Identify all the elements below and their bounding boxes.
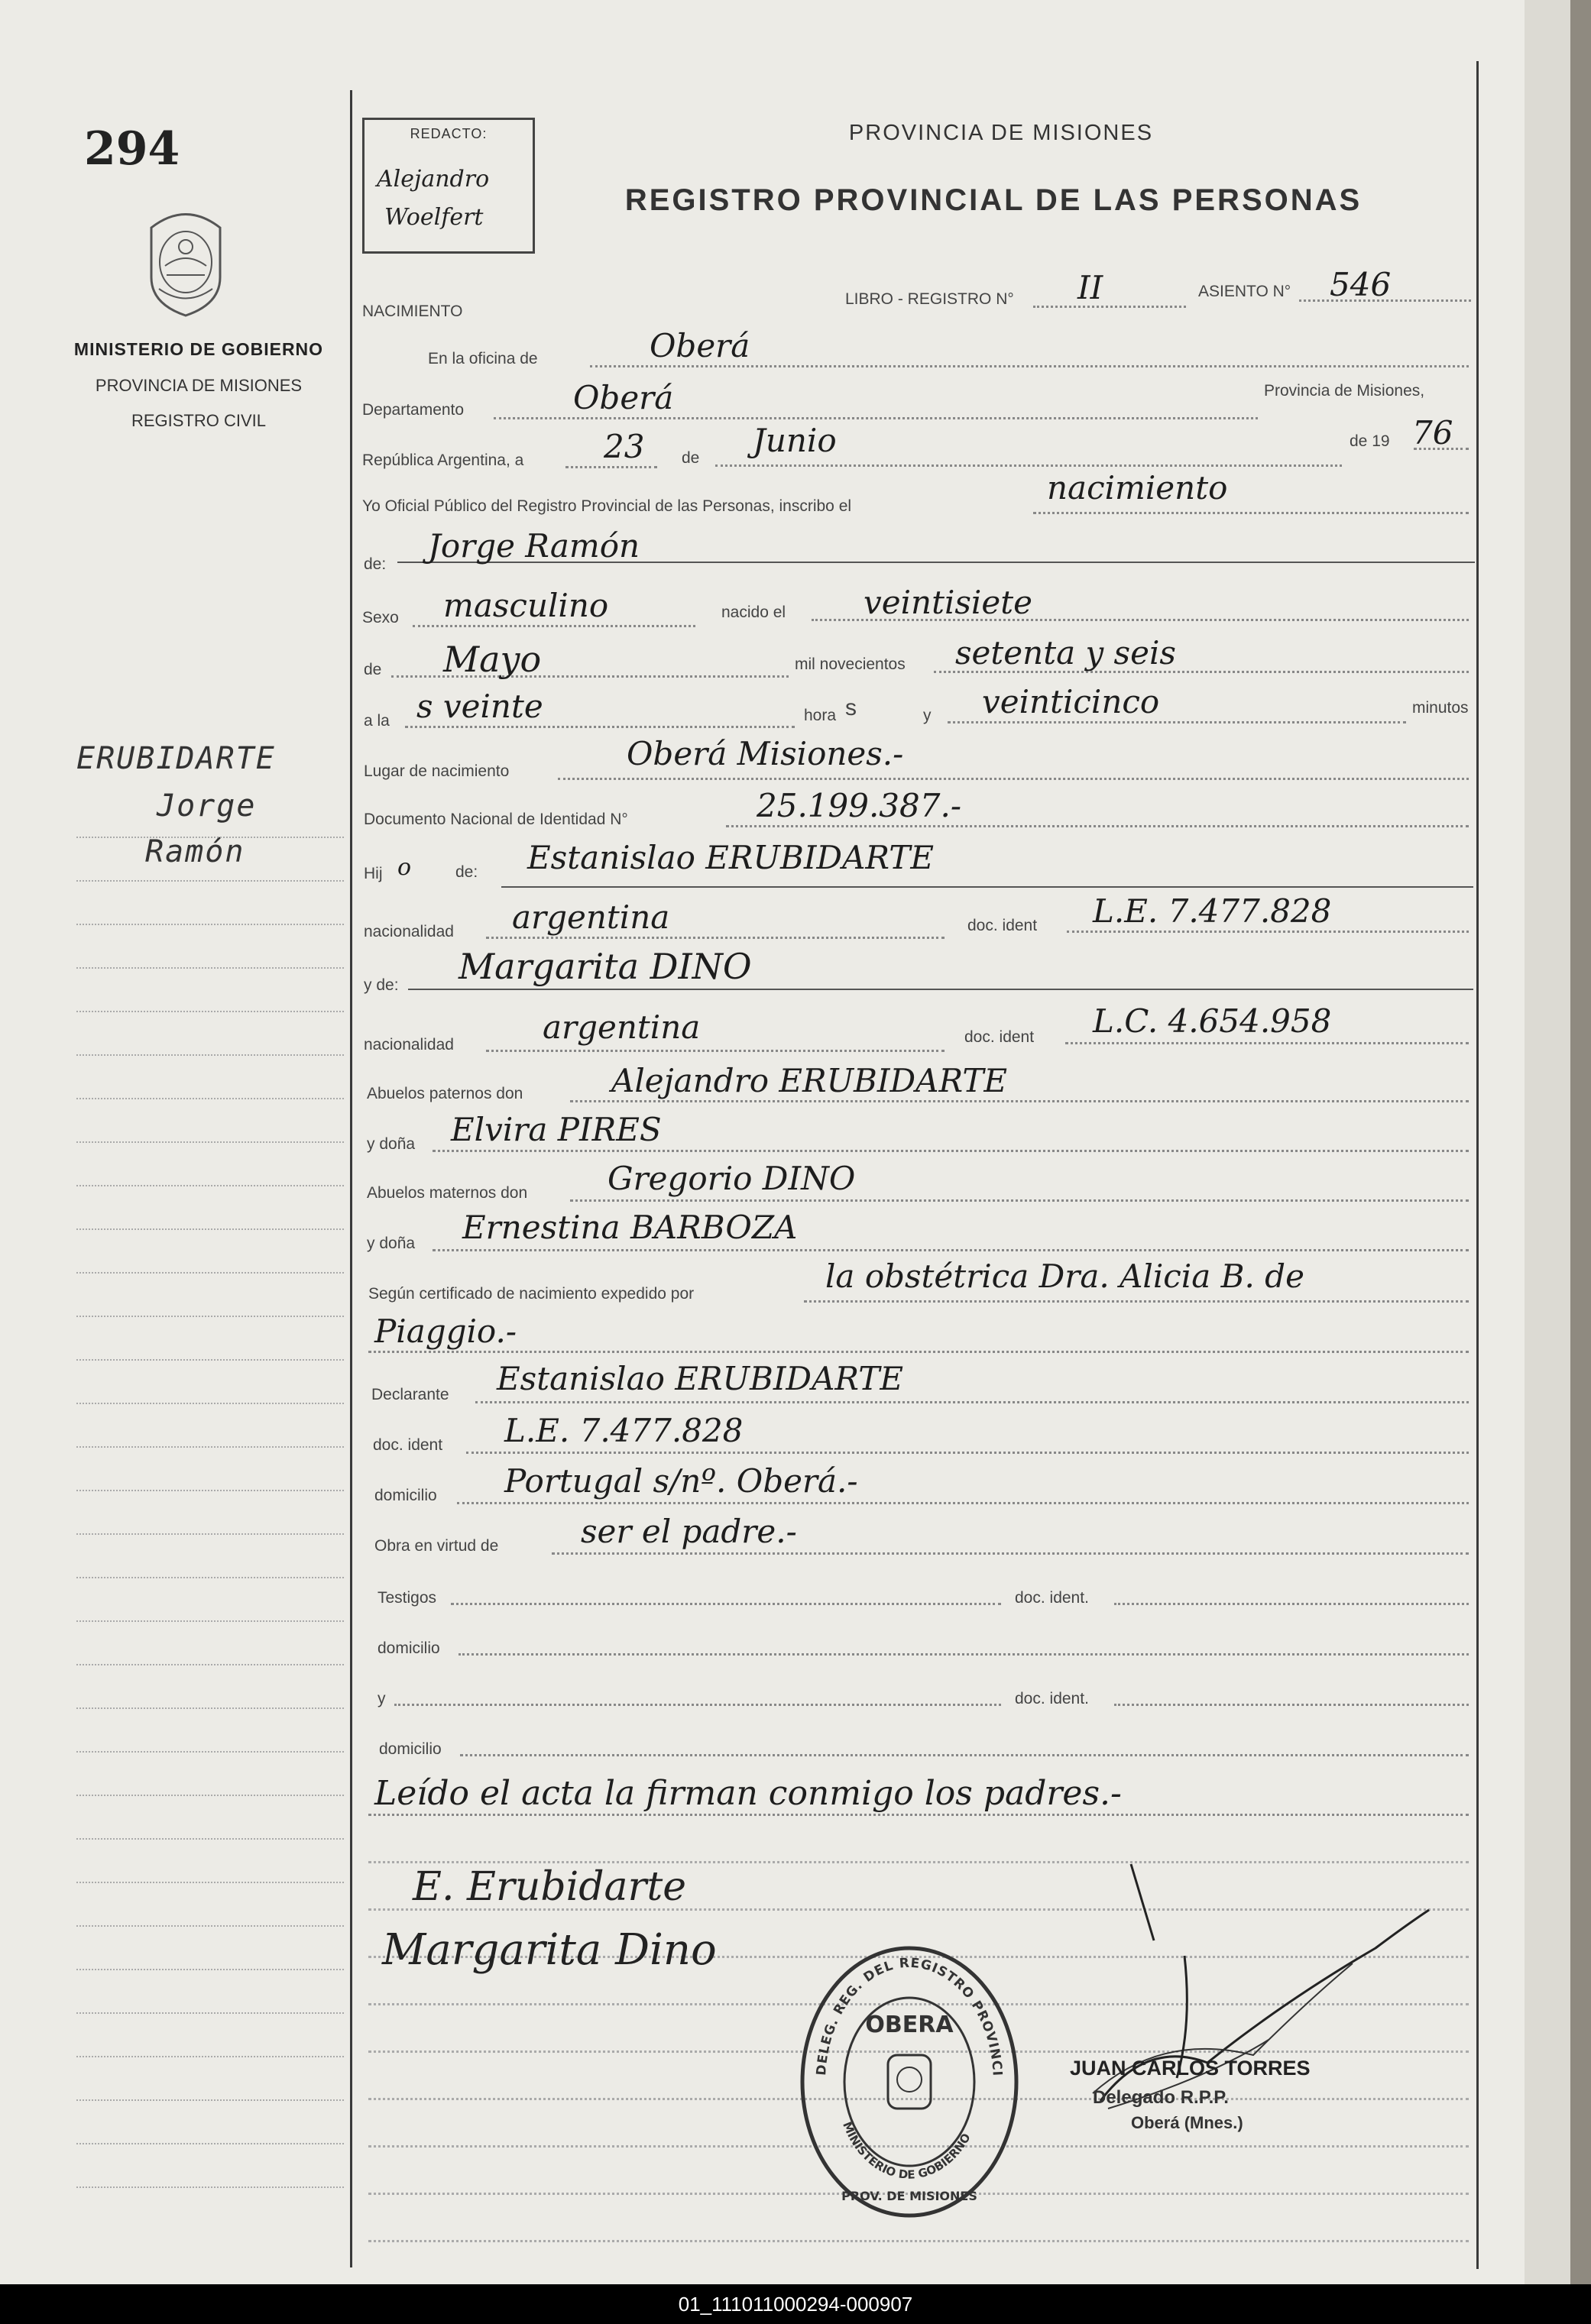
- oficina-value: Oberá: [650, 327, 750, 364]
- ministry-title: MINISTERIO DE GOBIERNO: [73, 339, 324, 359]
- margin-ruled-lines: [76, 795, 344, 2188]
- hijo-de-label: de:: [455, 863, 478, 881]
- folio-number: 294: [84, 122, 180, 176]
- official-seal: [795, 1940, 1024, 2227]
- oficial-label: Yo Oficial Público del Registro Provincial de las Personas, inscribo el: [362, 497, 852, 515]
- minutos-label: minutos: [1412, 699, 1469, 717]
- dni-value: 25.199.387.-: [757, 787, 962, 824]
- nacionalidad-madre-label: nacionalidad: [364, 1036, 454, 1054]
- hijo-label: Hij: [364, 865, 383, 882]
- province-emblem-icon: [144, 205, 228, 323]
- leido-value: Leído el acta la firman conmigo los padres.-: [374, 1774, 1122, 1813]
- image-id-footer: 01_111011000294-000907: [0, 2284, 1591, 2324]
- milnovecientos-label: mil novecientos: [795, 655, 906, 673]
- svg-text:DELEG. REG. DEL REGISTRO PROVI: [795, 1940, 1005, 2077]
- declarante-value: Estanislao ERUBIDARTE: [497, 1360, 903, 1397]
- abuelos-paternos-label: Abuelos paternos don: [367, 1085, 523, 1102]
- doc-padre-label: doc. ident: [967, 917, 1038, 934]
- departamento-label: Departamento: [362, 401, 465, 419]
- ala-label: a la: [364, 712, 390, 730]
- domicilio-value: Portugal s/nº. Oberá.-: [504, 1462, 858, 1500]
- republica-label: República Argentina, a: [362, 452, 524, 469]
- page-edge: [1570, 0, 1591, 2284]
- title-province: PROVINCIA DE MISIONES: [848, 121, 1154, 145]
- abuelos-paternos-value: Alejandro ERUBIDARTE: [611, 1062, 1008, 1099]
- svg-text:MINISTERIO DE GOBIERNO: [840, 2120, 973, 2182]
- hijo-gender: o: [397, 854, 412, 881]
- doc-declarante-label: doc. ident: [373, 1436, 443, 1454]
- anio-letras-value: setenta y seis: [955, 634, 1176, 672]
- libro-label: LIBRO - REGISTRO N°: [845, 290, 1014, 308]
- seal-bottom-text: PROV. DE MISIONES: [841, 2189, 977, 2203]
- domicilio-testigo2-label: domicilio: [379, 1740, 442, 1758]
- hora-texto-value: s veinte: [416, 688, 543, 725]
- seal-city-text: OBERA: [865, 2012, 954, 2038]
- margin-note-name2: Ramón: [145, 834, 245, 869]
- margin-note-surname: ERUBIDARTE: [76, 741, 276, 776]
- nombre-label: de:: [364, 555, 387, 573]
- minutos-value: veinticinco: [982, 683, 1160, 720]
- sexo-value: masculino: [443, 587, 609, 624]
- asiento-value: 546: [1330, 266, 1392, 303]
- provincia-suffix: Provincia de Misiones,: [1264, 382, 1425, 400]
- certificado-continuacion: Piaggio.-: [374, 1313, 517, 1350]
- anio-label: de 19: [1350, 432, 1390, 450]
- obra-value: ser el padre.-: [581, 1513, 797, 1550]
- dia-value: 23: [604, 428, 645, 465]
- oficina-label: En la oficina de: [428, 350, 538, 367]
- mes-value: Junio: [753, 422, 837, 459]
- y-dona-materna-label: y doña: [367, 1235, 416, 1252]
- de-label: de: [682, 449, 700, 467]
- padre-value: Estanislao ERUBIDARTE: [527, 839, 934, 876]
- redacto-box: [362, 118, 535, 254]
- acto-value: nacimiento: [1047, 469, 1228, 507]
- abuelos-maternos-value: Gregorio DINO: [608, 1160, 856, 1197]
- nacido-label: nacido el: [721, 604, 786, 621]
- nacionalidad-padre-value: argentina: [512, 898, 670, 936]
- lugar-label: Lugar de nacimiento: [364, 762, 510, 780]
- certificado-label: Según certificado de nacimiento expedido por: [368, 1285, 695, 1303]
- title-registry: REGISTRO PROVINCIAL DE LAS PERSONAS: [624, 183, 1363, 217]
- page-spine: [1525, 0, 1570, 2284]
- certificado-value: la obstétrica Dra. Alicia B. de: [825, 1257, 1304, 1295]
- lugar-value: Oberá Misiones.-: [627, 735, 904, 772]
- nacimiento-label: NACIMIENTO: [362, 303, 463, 320]
- doc-padre-value: L.E. 7.477.828: [1093, 892, 1332, 930]
- y-label: y: [923, 707, 932, 724]
- nacionalidad-padre-label: nacionalidad: [364, 923, 454, 940]
- ministry-civil-registry: REGISTRO CIVIL: [131, 411, 267, 430]
- horas-label: hora: [804, 707, 837, 724]
- stamp-official-name: JUAN CARLOS TORRES: [1070, 2057, 1311, 2080]
- horas-s: s: [845, 695, 857, 720]
- domicilio-label: domicilio: [374, 1487, 437, 1504]
- stamp-official-place: Oberá (Mnes.): [1131, 2113, 1243, 2132]
- obra-label: Obra en virtud de: [374, 1537, 499, 1555]
- nombre-value: Jorge Ramón: [428, 527, 640, 565]
- redacto-name-first: Alejandro: [377, 166, 490, 193]
- left-frame-line: [350, 90, 352, 2267]
- abuelos-maternos-label: Abuelos maternos don: [367, 1184, 528, 1202]
- sexo-label: Sexo: [362, 609, 399, 626]
- doc-testigo2-label: doc. ident.: [1015, 1690, 1089, 1707]
- margin-note-name1: Jorge: [157, 788, 257, 824]
- mes-nacimiento-value: Mayo: [443, 639, 542, 680]
- doc-madre-value: L.C. 4.654.958: [1093, 1002, 1332, 1040]
- domicilio-testigo1-label: domicilio: [377, 1639, 440, 1657]
- dni-label: Documento Nacional de Identidad N°: [364, 811, 628, 828]
- stamp-official-role: Delegado R.P.P.: [1093, 2087, 1229, 2108]
- y-dona-paterna-label: y doña: [367, 1135, 416, 1153]
- libro-value: II: [1077, 269, 1103, 306]
- testigos-label: Testigos: [377, 1589, 437, 1607]
- seal-outer-text: DELEG. REG. DEL REGISTRO PROVINCI: [814, 1955, 1005, 2077]
- seal-inner-text: MINISTERIO DE GOBIERNO: [840, 2119, 974, 2182]
- ministry-province: PROVINCIA DE MISIONES: [95, 376, 303, 395]
- asiento-label: ASIENTO N°: [1198, 283, 1291, 300]
- dia-letras-value: veintisiete: [864, 584, 1032, 621]
- y-de-label: y de:: [364, 976, 399, 994]
- signature-father: E. Erubidarte: [413, 1864, 687, 1910]
- nacionalidad-madre-value: argentina: [543, 1008, 701, 1046]
- doc-madre-label: doc. ident: [964, 1028, 1035, 1046]
- anio-value: 76: [1412, 414, 1453, 452]
- signature-mother: Margarita Dino: [382, 1925, 717, 1975]
- right-frame-line: [1476, 61, 1479, 2269]
- abuela-paterna-value: Elvira PIRES: [451, 1111, 662, 1148]
- abuela-materna-value: Ernestina BARBOZA: [462, 1209, 798, 1246]
- redacto-title: REDACTO:: [410, 126, 488, 141]
- redacto-name-last: Woelfert: [384, 204, 484, 231]
- declarante-label: Declarante: [371, 1386, 449, 1403]
- de-mes-label: de: [364, 661, 382, 678]
- doc-testigo1-label: doc. ident.: [1015, 1589, 1089, 1607]
- departamento-value: Oberá: [573, 379, 674, 416]
- doc-declarante-value: L.E. 7.477.828: [504, 1412, 744, 1449]
- y-testigo2-label: y: [377, 1690, 386, 1707]
- madre-value: Margarita DINO: [459, 946, 752, 987]
